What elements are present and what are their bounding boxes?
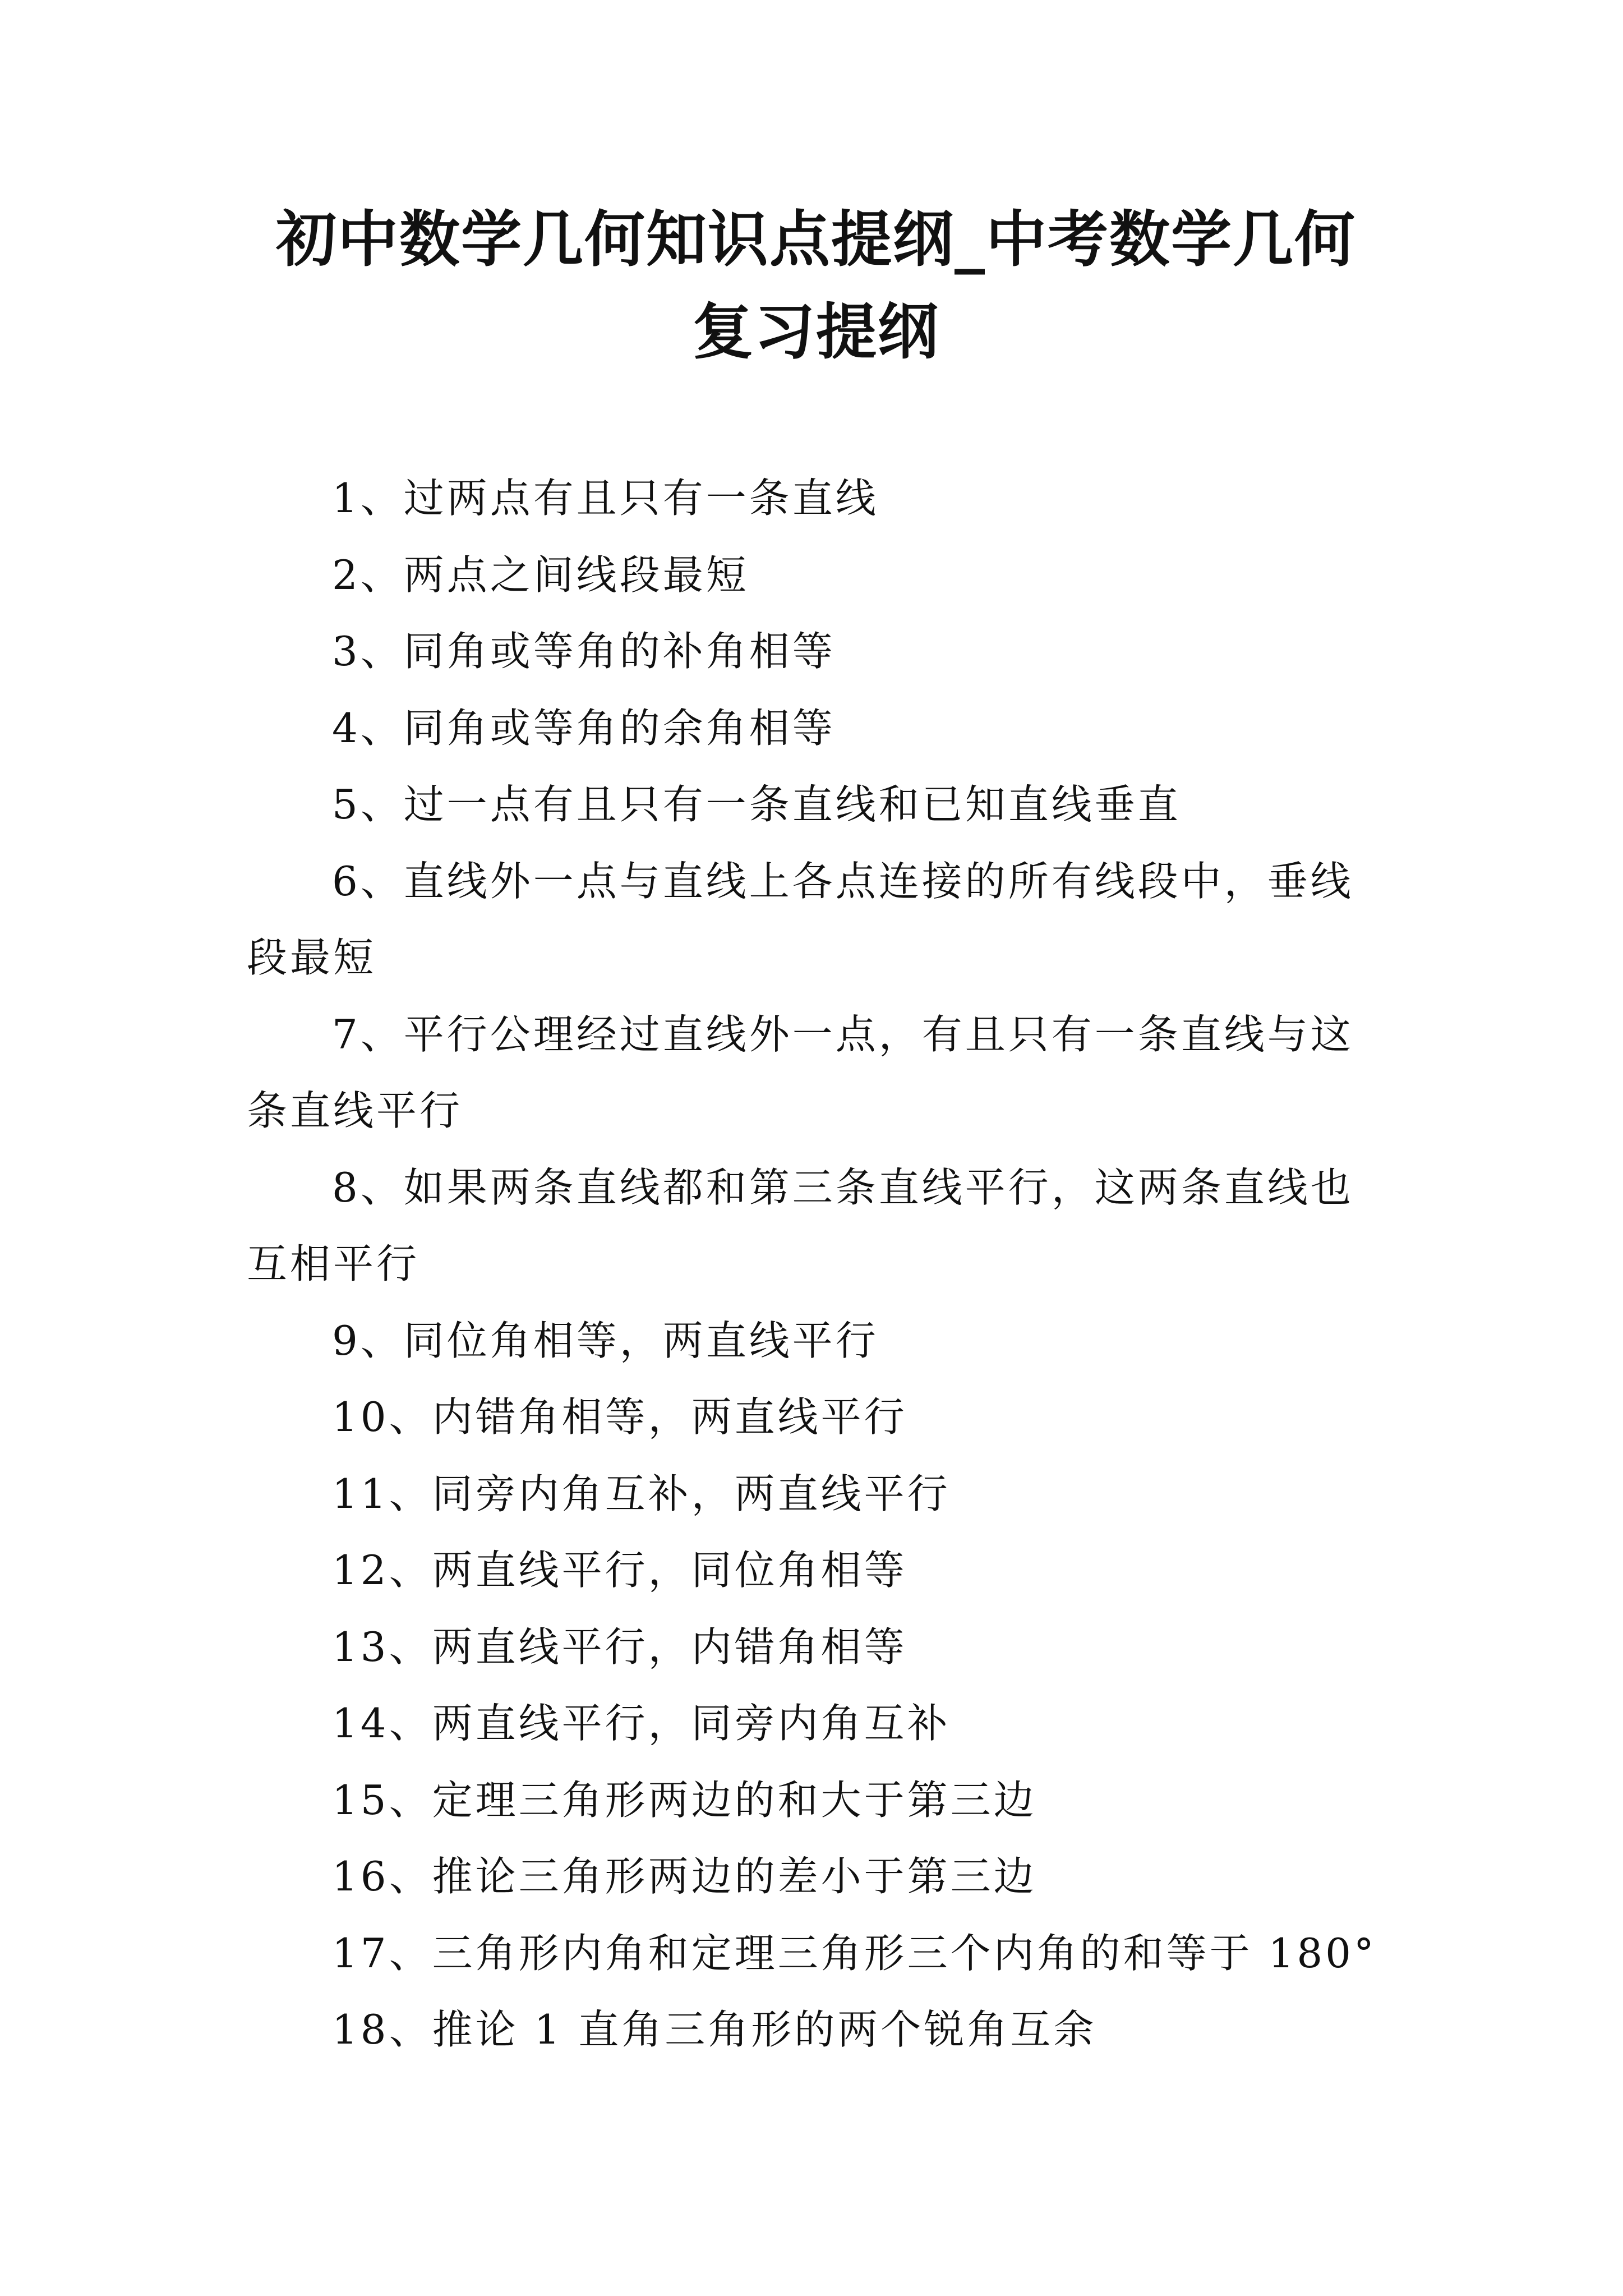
page-title: 初中数学几何知识点提纲_中考数学几何复习提纲: [275, 204, 1356, 367]
list-item: 14、两直线平行，同旁内角互补: [332, 1700, 951, 1747]
list-item: 15、定理三角形两边的和大于第三边: [332, 1776, 1037, 1824]
list-item: 4、同角或等角的余角相等: [332, 704, 836, 752]
list-item: 11、同旁内角互补，两直线平行: [332, 1470, 951, 1517]
list-item: 13、两直线平行，内错角相等: [332, 1623, 907, 1671]
list-item: 10、内错角相等，两直线平行: [332, 1393, 907, 1441]
list-item: 3、同角或等角的补角相等: [332, 628, 836, 675]
list-item: 18、推论 1 直角三角形的两个锐角互余: [332, 2006, 1097, 2053]
list-item: 8、如果两条直线都和第三条直线平行，这两条直线也互相平行: [247, 1163, 1354, 1287]
list-item: 7、平行公理经过直线外一点，有且只有一条直线与这条直线平行: [247, 1010, 1354, 1134]
list-item: 9、同位角相等，两直线平行: [332, 1317, 879, 1364]
list-item: 12、两直线平行，同位角相等: [332, 1547, 907, 1594]
list-item: 16、推论三角形两边的差小于第三边: [332, 1853, 1037, 1900]
list-item: 1、过两点有且只有一条直线: [332, 475, 879, 522]
list-item: 6、直线外一点与直线上各点连接的所有线段中，垂线段最短: [247, 857, 1354, 981]
list-item: 5、过一点有且只有一条直线和已知直线垂直: [332, 781, 1181, 828]
theorem-list: [247, 460, 1391, 2068]
list-item: 2、两点之间线段最短: [332, 551, 749, 599]
list-item: 17、三角形内角和定理三角形三个内角的和等于 180°: [332, 1929, 1377, 1977]
